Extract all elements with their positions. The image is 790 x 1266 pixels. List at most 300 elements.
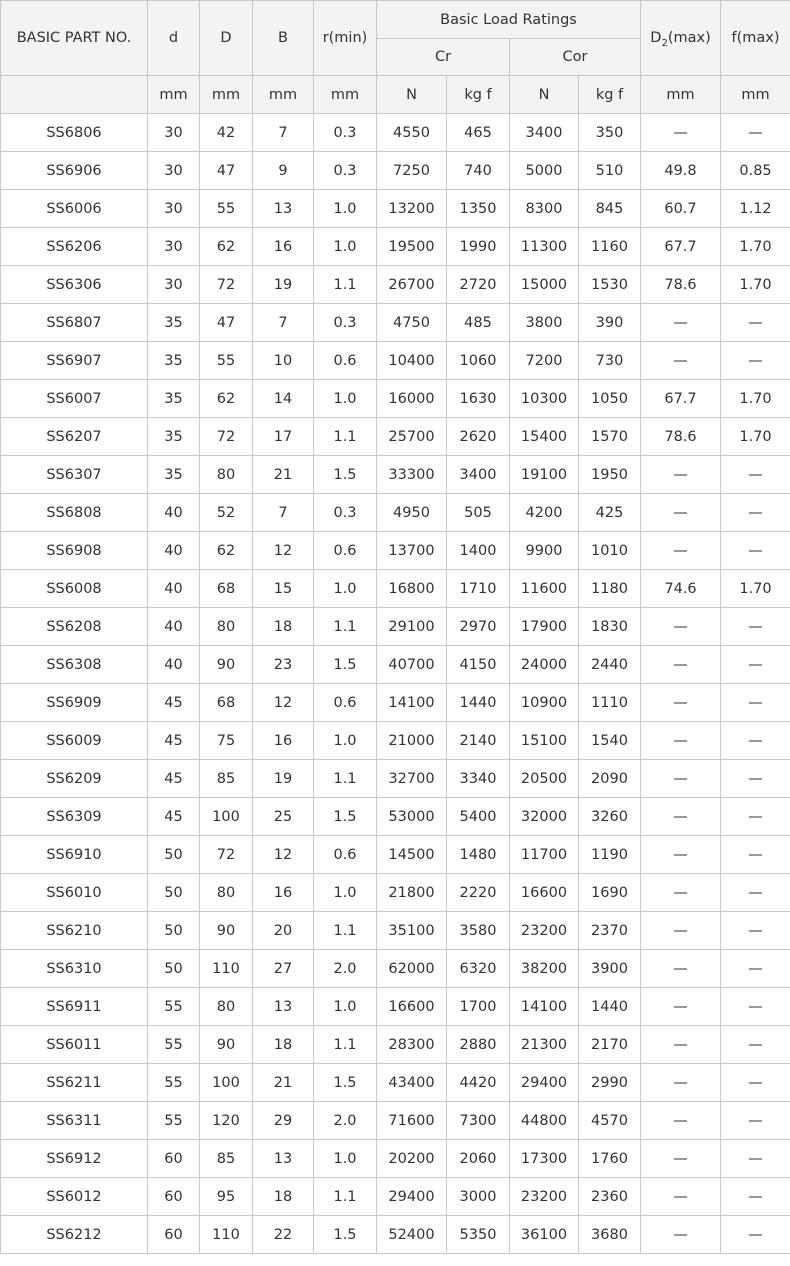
cell-cor-n: 14100 (510, 988, 579, 1026)
cell-cr-n: 13200 (377, 190, 447, 228)
table-row (1, 266, 790, 304)
cell-cr-n: 4950 (377, 494, 447, 532)
cell-d2-max: 67.7 (641, 380, 721, 418)
cell-D: 110 (200, 950, 253, 988)
cell-cr-kgf: 2880 (447, 1026, 510, 1064)
cell-cor-kgf: 425 (579, 494, 641, 532)
cell-cr-kgf: 1710 (447, 570, 510, 608)
cell-r-min: 1.5 (314, 798, 377, 836)
cell-cor-n: 5000 (510, 152, 579, 190)
cell-f-max: — (721, 988, 790, 1026)
cell-cr-n: 43400 (377, 1064, 447, 1102)
cell-cr-n: 4550 (377, 114, 447, 152)
cell-cr-n: 10400 (377, 342, 447, 380)
cell-d2-max: — (641, 304, 721, 342)
cell-B: 15 (253, 570, 314, 608)
cell-cr-n: 14100 (377, 684, 447, 722)
cell-f-max: — (721, 304, 790, 342)
cell-f-max: — (721, 722, 790, 760)
cell-cor-kgf: 510 (579, 152, 641, 190)
cell-d2-max: — (641, 456, 721, 494)
cell-cor-kgf: 390 (579, 304, 641, 342)
cell-B: 7 (253, 304, 314, 342)
unit-cell: kg f (447, 76, 510, 114)
cell-d2-max: 49.8 (641, 152, 721, 190)
cell-cor-n: 19100 (510, 456, 579, 494)
cell-part-no: SS6010 (1, 874, 148, 912)
cell-r-min: 0.3 (314, 114, 377, 152)
cell-cr-n: 21000 (377, 722, 447, 760)
cell-cr-kgf: 1060 (447, 342, 510, 380)
cell-cr-kgf: 7300 (447, 1102, 510, 1140)
cell-cr-kgf: 1480 (447, 836, 510, 874)
cell-cr-kgf: 3400 (447, 456, 510, 494)
cell-D: 47 (200, 304, 253, 342)
header-d2-sub: 2 (661, 37, 668, 49)
cell-B: 18 (253, 1026, 314, 1064)
unit-cell: mm (721, 76, 790, 114)
cell-D: 47 (200, 152, 253, 190)
cell-part-no: SS6011 (1, 1026, 148, 1064)
cell-cor-kgf: 1530 (579, 266, 641, 304)
table-row (1, 1064, 790, 1102)
cell-cr-kgf: 740 (447, 152, 510, 190)
cell-cor-n: 10900 (510, 684, 579, 722)
cell-D: 85 (200, 1140, 253, 1178)
unit-cell-empty (1, 76, 148, 114)
cell-cr-n: 29100 (377, 608, 447, 646)
cell-cor-kgf: 1190 (579, 836, 641, 874)
table-row (1, 228, 790, 266)
cell-cor-kgf: 1570 (579, 418, 641, 456)
cell-f-max: — (721, 950, 790, 988)
cell-d: 50 (148, 950, 200, 988)
cell-B: 13 (253, 1140, 314, 1178)
cell-f-max: — (721, 1216, 790, 1254)
cell-r-min: 1.0 (314, 988, 377, 1026)
cell-d2-max: — (641, 1064, 721, 1102)
cell-D: 95 (200, 1178, 253, 1216)
cell-D: 42 (200, 114, 253, 152)
cell-f-max: 1.70 (721, 266, 790, 304)
cell-cor-kgf: 1050 (579, 380, 641, 418)
cell-r-min: 0.6 (314, 684, 377, 722)
cell-D: 72 (200, 418, 253, 456)
cell-f-max: — (721, 1102, 790, 1140)
table-header (1, 1, 790, 114)
table-row (1, 152, 790, 190)
cell-d: 55 (148, 1064, 200, 1102)
cell-f-max: 1.70 (721, 228, 790, 266)
header-d: d (148, 1, 200, 76)
cell-B: 29 (253, 1102, 314, 1140)
cell-d: 60 (148, 1140, 200, 1178)
cell-cr-n: 53000 (377, 798, 447, 836)
header-d2-max (641, 1, 721, 76)
cell-D: 110 (200, 1216, 253, 1254)
cell-d: 45 (148, 684, 200, 722)
cell-f-max: — (721, 342, 790, 380)
cell-part-no: SS6211 (1, 1064, 148, 1102)
table-row (1, 418, 790, 456)
cell-cr-n: 33300 (377, 456, 447, 494)
table-row (1, 304, 790, 342)
cell-d2-max: 78.6 (641, 418, 721, 456)
cell-cr-n: 16800 (377, 570, 447, 608)
cell-cr-n: 35100 (377, 912, 447, 950)
table-row (1, 342, 790, 380)
header-d2-main: D (650, 30, 662, 46)
header-B: B (253, 1, 314, 76)
cell-part-no: SS6911 (1, 988, 148, 1026)
cell-r-min: 1.1 (314, 760, 377, 798)
cell-d2-max: 78.6 (641, 266, 721, 304)
table-row (1, 912, 790, 950)
cell-cor-kgf: 1540 (579, 722, 641, 760)
cell-cor-n: 17300 (510, 1140, 579, 1178)
cell-cr-kgf: 2060 (447, 1140, 510, 1178)
cell-f-max: — (721, 912, 790, 950)
cell-cor-n: 17900 (510, 608, 579, 646)
table-row (1, 608, 790, 646)
table-row (1, 1026, 790, 1064)
cell-D: 80 (200, 608, 253, 646)
cell-part-no: SS6208 (1, 608, 148, 646)
cell-d2-max: — (641, 342, 721, 380)
cell-r-min: 1.1 (314, 608, 377, 646)
cell-cr-kgf: 3000 (447, 1178, 510, 1216)
cell-B: 18 (253, 1178, 314, 1216)
cell-f-max: — (721, 1178, 790, 1216)
table-body (1, 114, 790, 1254)
cell-cor-kgf: 1010 (579, 532, 641, 570)
cell-d: 45 (148, 722, 200, 760)
cell-r-min: 0.6 (314, 836, 377, 874)
cell-d2-max: — (641, 646, 721, 684)
cell-D: 62 (200, 380, 253, 418)
unit-cell: mm (200, 76, 253, 114)
cell-cr-n: 29400 (377, 1178, 447, 1216)
cell-cor-kgf: 2090 (579, 760, 641, 798)
cell-f-max: — (721, 1026, 790, 1064)
cell-cr-n: 26700 (377, 266, 447, 304)
cell-cr-n: 40700 (377, 646, 447, 684)
cell-cr-n: 52400 (377, 1216, 447, 1254)
table-row (1, 532, 790, 570)
table-row (1, 494, 790, 532)
cell-part-no: SS6310 (1, 950, 148, 988)
cell-D: 80 (200, 456, 253, 494)
table-row (1, 1178, 790, 1216)
cell-D: 90 (200, 1026, 253, 1064)
cell-cor-n: 32000 (510, 798, 579, 836)
cell-part-no: SS6009 (1, 722, 148, 760)
unit-cell: mm (314, 76, 377, 114)
cell-cor-kgf: 2370 (579, 912, 641, 950)
unit-cell: N (510, 76, 579, 114)
unit-cell: mm (641, 76, 721, 114)
cell-d2-max: — (641, 1216, 721, 1254)
cell-d: 50 (148, 836, 200, 874)
cell-part-no: SS6209 (1, 760, 148, 798)
cell-d: 45 (148, 760, 200, 798)
cell-cr-kgf: 5400 (447, 798, 510, 836)
cell-cr-kgf: 2620 (447, 418, 510, 456)
cell-d: 55 (148, 1102, 200, 1140)
cell-f-max: — (721, 532, 790, 570)
cell-cr-kgf: 2970 (447, 608, 510, 646)
cell-d2-max: — (641, 1140, 721, 1178)
cell-B: 19 (253, 760, 314, 798)
cell-cor-kgf: 1760 (579, 1140, 641, 1178)
cell-d2-max: — (641, 912, 721, 950)
cell-r-min: 1.0 (314, 722, 377, 760)
table-row (1, 570, 790, 608)
cell-f-max: 0.85 (721, 152, 790, 190)
cell-d2-max: — (641, 494, 721, 532)
cell-D: 62 (200, 228, 253, 266)
cell-B: 18 (253, 608, 314, 646)
cell-cor-n: 15400 (510, 418, 579, 456)
cell-cor-n: 44800 (510, 1102, 579, 1140)
cell-f-max: — (721, 1140, 790, 1178)
cell-f-max: 1.70 (721, 570, 790, 608)
unit-cell: mm (253, 76, 314, 114)
cell-d: 50 (148, 912, 200, 950)
header-D: D (200, 1, 253, 76)
table-row (1, 684, 790, 722)
cell-r-min: 1.5 (314, 646, 377, 684)
cell-d2-max: — (641, 532, 721, 570)
cell-B: 13 (253, 988, 314, 1026)
cell-f-max: — (721, 798, 790, 836)
cell-d: 55 (148, 988, 200, 1026)
cell-B: 7 (253, 494, 314, 532)
unit-cell: kg f (579, 76, 641, 114)
cell-cr-n: 21800 (377, 874, 447, 912)
cell-B: 20 (253, 912, 314, 950)
cell-r-min: 2.0 (314, 1102, 377, 1140)
cell-B: 16 (253, 722, 314, 760)
cell-B: 25 (253, 798, 314, 836)
cell-part-no: SS6908 (1, 532, 148, 570)
cell-d: 40 (148, 570, 200, 608)
cell-cr-n: 71600 (377, 1102, 447, 1140)
cell-cor-n: 11300 (510, 228, 579, 266)
header-cr: Cr (377, 39, 510, 76)
cell-cor-n: 11600 (510, 570, 579, 608)
cell-r-min: 1.1 (314, 266, 377, 304)
cell-d: 30 (148, 228, 200, 266)
cell-d2-max: — (641, 760, 721, 798)
cell-cr-kgf: 1400 (447, 532, 510, 570)
cell-d: 55 (148, 1026, 200, 1064)
header-basic-load-ratings: Basic Load Ratings (377, 1, 641, 39)
cell-d2-max: — (641, 1102, 721, 1140)
cell-cor-n: 15100 (510, 722, 579, 760)
header-cor: Cor (510, 39, 641, 76)
cell-d: 40 (148, 608, 200, 646)
table-row (1, 646, 790, 684)
table-row (1, 1216, 790, 1254)
cell-B: 14 (253, 380, 314, 418)
cell-d: 30 (148, 190, 200, 228)
cell-cr-n: 4750 (377, 304, 447, 342)
cell-cr-n: 16000 (377, 380, 447, 418)
cell-d2-max: — (641, 1026, 721, 1064)
cell-f-max: — (721, 684, 790, 722)
cell-d: 35 (148, 418, 200, 456)
cell-r-min: 1.1 (314, 912, 377, 950)
unit-cell: mm (148, 76, 200, 114)
cell-cor-kgf: 350 (579, 114, 641, 152)
cell-D: 55 (200, 190, 253, 228)
cell-d: 60 (148, 1216, 200, 1254)
cell-cor-n: 16600 (510, 874, 579, 912)
cell-d: 30 (148, 114, 200, 152)
cell-d: 35 (148, 456, 200, 494)
cell-cor-n: 20500 (510, 760, 579, 798)
cell-cor-kgf: 2440 (579, 646, 641, 684)
cell-part-no: SS6207 (1, 418, 148, 456)
cell-r-min: 1.1 (314, 418, 377, 456)
cell-cor-kgf: 1830 (579, 608, 641, 646)
cell-d: 35 (148, 380, 200, 418)
cell-cr-kgf: 1440 (447, 684, 510, 722)
cell-cor-kgf: 3900 (579, 950, 641, 988)
cell-cor-n: 3800 (510, 304, 579, 342)
cell-cor-n: 10300 (510, 380, 579, 418)
cell-f-max: — (721, 836, 790, 874)
table-row (1, 836, 790, 874)
cell-cr-kgf: 1700 (447, 988, 510, 1026)
cell-cor-kgf: 3260 (579, 798, 641, 836)
cell-part-no: SS6206 (1, 228, 148, 266)
cell-r-min: 1.0 (314, 1140, 377, 1178)
table-row (1, 798, 790, 836)
cell-B: 13 (253, 190, 314, 228)
cell-cor-n: 21300 (510, 1026, 579, 1064)
cell-cor-kgf: 2360 (579, 1178, 641, 1216)
cell-cr-kgf: 2720 (447, 266, 510, 304)
cell-D: 75 (200, 722, 253, 760)
cell-cor-kgf: 2990 (579, 1064, 641, 1102)
cell-cor-kgf: 1440 (579, 988, 641, 1026)
cell-cr-n: 62000 (377, 950, 447, 988)
cell-B: 12 (253, 836, 314, 874)
cell-cor-n: 8300 (510, 190, 579, 228)
cell-d: 35 (148, 342, 200, 380)
cell-cor-kgf: 1950 (579, 456, 641, 494)
cell-cor-kgf: 845 (579, 190, 641, 228)
cell-cor-n: 15000 (510, 266, 579, 304)
cell-d: 30 (148, 152, 200, 190)
cell-part-no: SS6008 (1, 570, 148, 608)
table-row (1, 950, 790, 988)
cell-cr-kgf: 465 (447, 114, 510, 152)
cell-r-min: 0.3 (314, 152, 377, 190)
cell-d: 40 (148, 532, 200, 570)
cell-r-min: 1.0 (314, 228, 377, 266)
units-row (1, 76, 790, 114)
cell-D: 100 (200, 798, 253, 836)
table-row (1, 1140, 790, 1178)
cell-B: 23 (253, 646, 314, 684)
cell-D: 55 (200, 342, 253, 380)
cell-part-no: SS6807 (1, 304, 148, 342)
cell-cr-kgf: 505 (447, 494, 510, 532)
cell-B: 10 (253, 342, 314, 380)
cell-cor-kgf: 1690 (579, 874, 641, 912)
cell-part-no: SS6307 (1, 456, 148, 494)
cell-cor-n: 7200 (510, 342, 579, 380)
header-d2-rest: (max) (667, 30, 711, 46)
cell-r-min: 1.5 (314, 1064, 377, 1102)
cell-d2-max: — (641, 874, 721, 912)
cell-r-min: 1.1 (314, 1026, 377, 1064)
cell-d: 45 (148, 798, 200, 836)
cell-d2-max: — (641, 722, 721, 760)
cell-cr-n: 14500 (377, 836, 447, 874)
cell-d: 30 (148, 266, 200, 304)
cell-cr-kgf: 3580 (447, 912, 510, 950)
cell-cr-n: 16600 (377, 988, 447, 1026)
cell-B: 7 (253, 114, 314, 152)
cell-part-no: SS6311 (1, 1102, 148, 1140)
table-row (1, 760, 790, 798)
cell-cr-n: 19500 (377, 228, 447, 266)
cell-cor-n: 4200 (510, 494, 579, 532)
cell-part-no: SS6808 (1, 494, 148, 532)
cell-part-no: SS6910 (1, 836, 148, 874)
cell-d2-max: — (641, 798, 721, 836)
cell-d: 40 (148, 646, 200, 684)
cell-cr-n: 20200 (377, 1140, 447, 1178)
cell-B: 16 (253, 874, 314, 912)
cell-f-max: — (721, 874, 790, 912)
cell-cr-kgf: 4420 (447, 1064, 510, 1102)
cell-part-no: SS6212 (1, 1216, 148, 1254)
cell-B: 16 (253, 228, 314, 266)
cell-r-min: 0.6 (314, 532, 377, 570)
cell-cr-kgf: 485 (447, 304, 510, 342)
cell-r-min: 1.5 (314, 1216, 377, 1254)
cell-cor-n: 36100 (510, 1216, 579, 1254)
cell-B: 27 (253, 950, 314, 988)
cell-B: 21 (253, 456, 314, 494)
cell-D: 80 (200, 988, 253, 1026)
cell-part-no: SS6909 (1, 684, 148, 722)
cell-part-no: SS6006 (1, 190, 148, 228)
cell-part-no: SS6007 (1, 380, 148, 418)
cell-f-max: — (721, 114, 790, 152)
cell-r-min: 1.0 (314, 570, 377, 608)
cell-cor-kgf: 1180 (579, 570, 641, 608)
cell-D: 52 (200, 494, 253, 532)
cell-cr-kgf: 2220 (447, 874, 510, 912)
cell-part-no: SS6012 (1, 1178, 148, 1216)
cell-cr-kgf: 4150 (447, 646, 510, 684)
cell-d2-max: — (641, 114, 721, 152)
cell-r-min: 1.1 (314, 1178, 377, 1216)
cell-f-max: — (721, 494, 790, 532)
cell-f-max: — (721, 1064, 790, 1102)
cell-d2-max: 60.7 (641, 190, 721, 228)
cell-f-max: 1.12 (721, 190, 790, 228)
cell-d: 40 (148, 494, 200, 532)
cell-B: 9 (253, 152, 314, 190)
cell-r-min: 0.6 (314, 342, 377, 380)
